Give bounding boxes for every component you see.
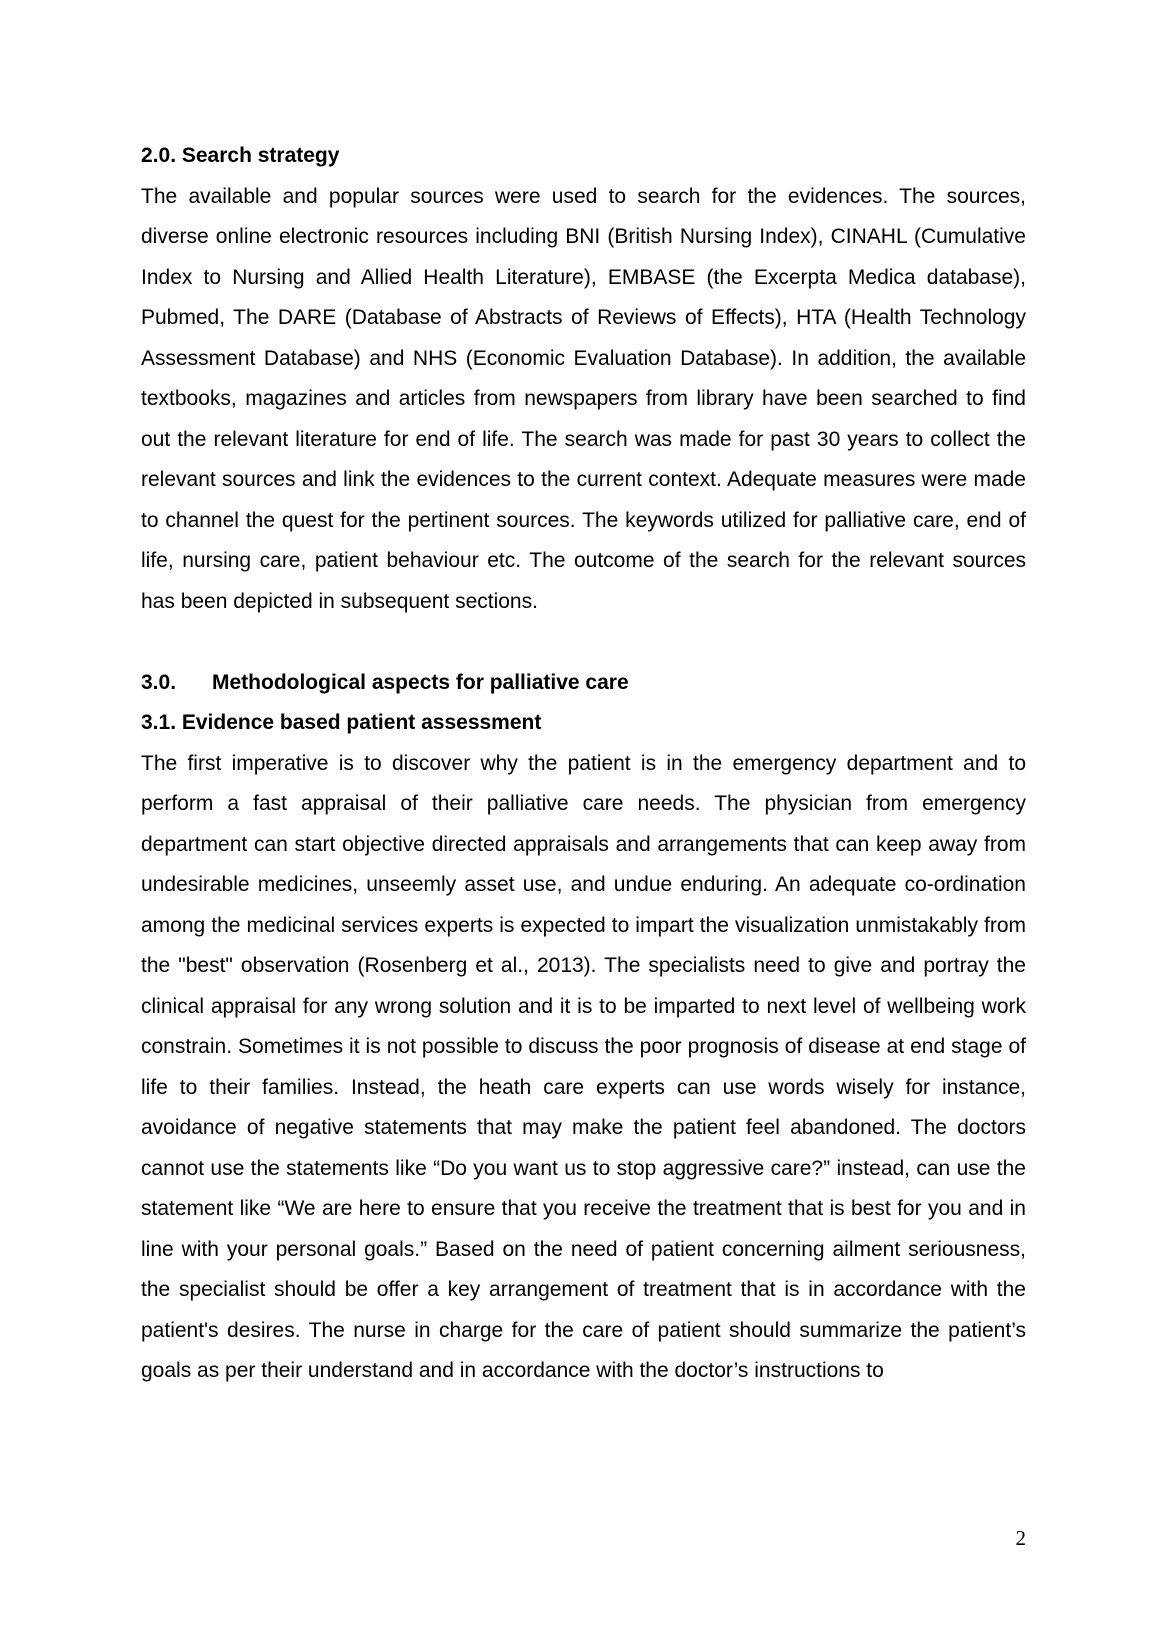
section-title: Methodological aspects for palliative care xyxy=(212,670,629,694)
paragraph-spacer xyxy=(141,622,1026,663)
section-number: 3.0. xyxy=(141,670,177,694)
section-heading-methodological-aspects xyxy=(141,663,1026,704)
page-number: 2 xyxy=(1015,1526,1026,1550)
subsection-heading-patient-assessment: 3.1. Evidence based patient assessment xyxy=(141,711,542,734)
section-heading-search-strategy: 2.0. Search strategy xyxy=(141,144,340,167)
paragraph-patient-assessment: The first imperative is to discover why the patient is in the emergency department and to perform a fast appraisal of their palliative care needs. The physician from emergency department can start objective directed appraisals and arrangements that can keep away from undesirable medicines, unseemly asset use, and undue enduring. An adequate co-ordination among the medicinal services experts is expected to impart the visualization unmistakably from the "best" observation (Rosenberg et al., 2013). The specialists need to give and portray the clinical appraisal for any wrong solution and it is to be imparted to next level of wellbeing work constrain. Sometimes it is not possible to discuss the poor prognosis of disease at end stage of life to their families. Instead, the heath care experts can use words wisely for instance, avoidance of negative statements that may make the patient feel abandoned. The doctors cannot use the statements like “Do you want us to stop aggressive care?” instead, can use the statement like “We are here to ensure that you receive the treatment that is best for you and in line with your personal goals.” Based on the need of patient concerning ailment seriousness, the specialist should be offer a key arrangement of treatment that is in accordance with the patient's desires. The nurse in charge for the care of patient should summarize the patient’s goals as per their understand and in accordance with the doctor’s instructions to xyxy=(141,751,1026,1382)
paragraph-search-strategy: The available and popular sources were used to search for the evidences. The sources, diverse online electronic resources including BNI (British Nursing Index), CINAHL (Cumulative Index to Nursing and Allied Health Literature), EMBASE (the Excerpta Medica database), Pubmed, The DARE (Database of Abstracts of Reviews of Effects), HTA (Health Technology Assessment Database) and NHS (Economic Evaluation Database). In addition, the available textbooks, magazines and articles from newspapers from library have been searched to find out the relevant literature for end of life. The search was made for past 30 years to collect the relevant sources and link the evidences to the current context. Adequate measures were made to channel the quest for the pertinent sources. The keywords utilized for palliative care, end of life, nursing care, patient behaviour etc. The outcome of the search for the relevant sources has been depicted in subsequent sections. xyxy=(141,184,1026,613)
document-page xyxy=(141,136,1026,1392)
